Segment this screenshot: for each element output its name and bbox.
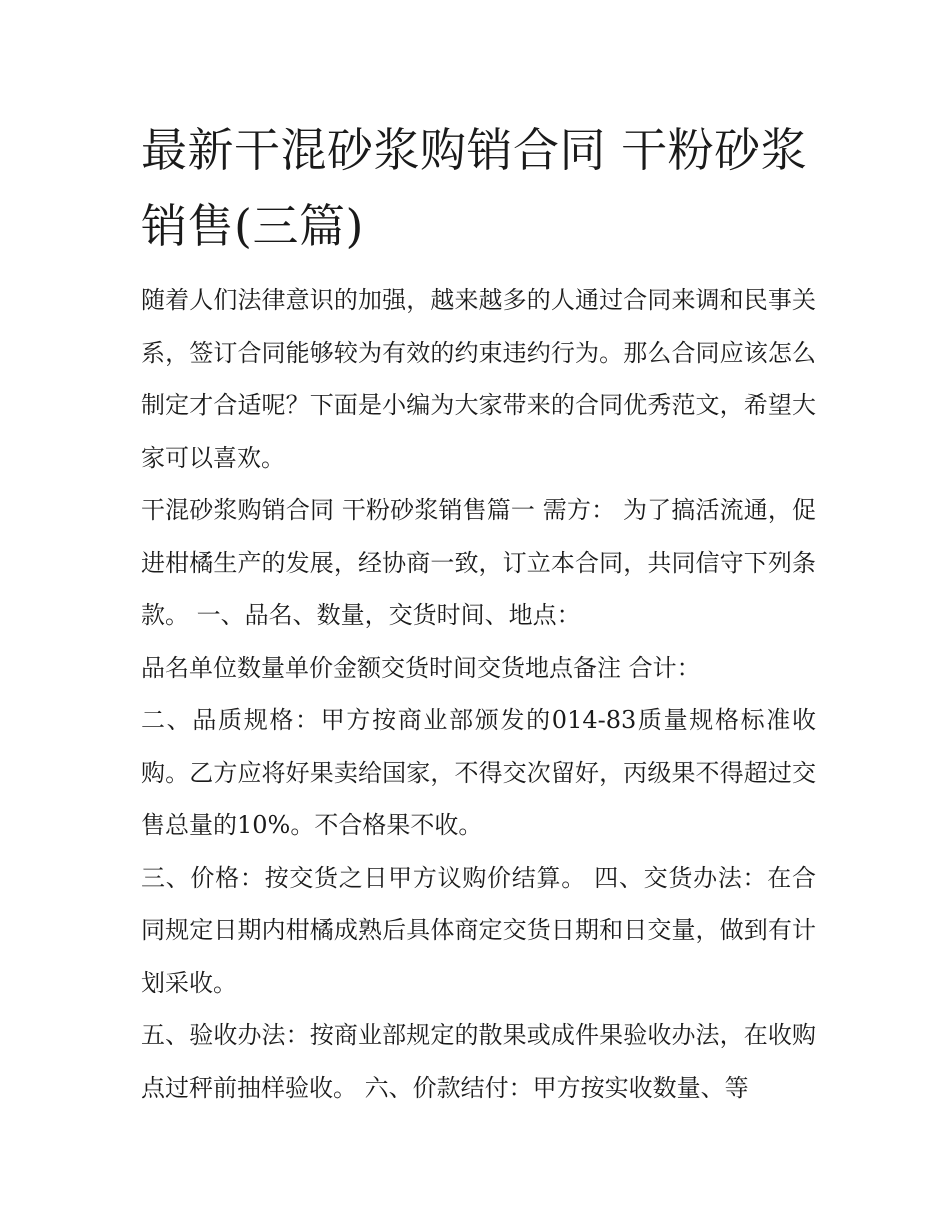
paragraph-acceptance-payment: 五、验收办法：按商业部规定的散果或成件果验收办法，在收购点过秤前抽样验收。 六、价款结付：甲方按实收数量、等 [141, 1021, 816, 1102]
document-content [141, 112, 816, 1114]
paragraph-contract-opening: 干混砂浆购销合同 干粉砂浆销售篇一 需方： 为了搞活流通，促进柑橘生产的发展，经协商一致，订立本合同，共同信守下列条款。 一、品名、数量，交货时间、地点： [141, 496, 816, 629]
document-title: 最新干混砂浆购销合同 干粉砂浆销售(三篇) [141, 123, 808, 253]
paragraph-intro: 随着人们法律意识的加强，越来越多的人通过合同来调和民事关系，签订合同能够较为有效的约束违约行为。那么合同应该怎么制定才合适呢？下面是小编为大家带来的合同优秀范文，希望大家可以喜欢。 [141, 286, 816, 472]
paragraph-quality-spec: 二、品质规格：甲方按商业部颁发的014-83质量规格标准收购。乙方应将好果卖给国家，不得交次留好，丙级果不得超过交售总量的10%。不合格果不收。 [141, 706, 816, 839]
paragraph-price-delivery: 三、价格：按交货之日甲方议购价结算。 四、交货办法：在合同规定日期内柑橘成熟后具体商定交货日期和日交量，做到有计划采收。 [141, 863, 816, 997]
paragraph-table-header: 品名单位数量单价金额交货时间交货地点备注 合计： [141, 653, 701, 682]
document-body [141, 274, 816, 1114]
